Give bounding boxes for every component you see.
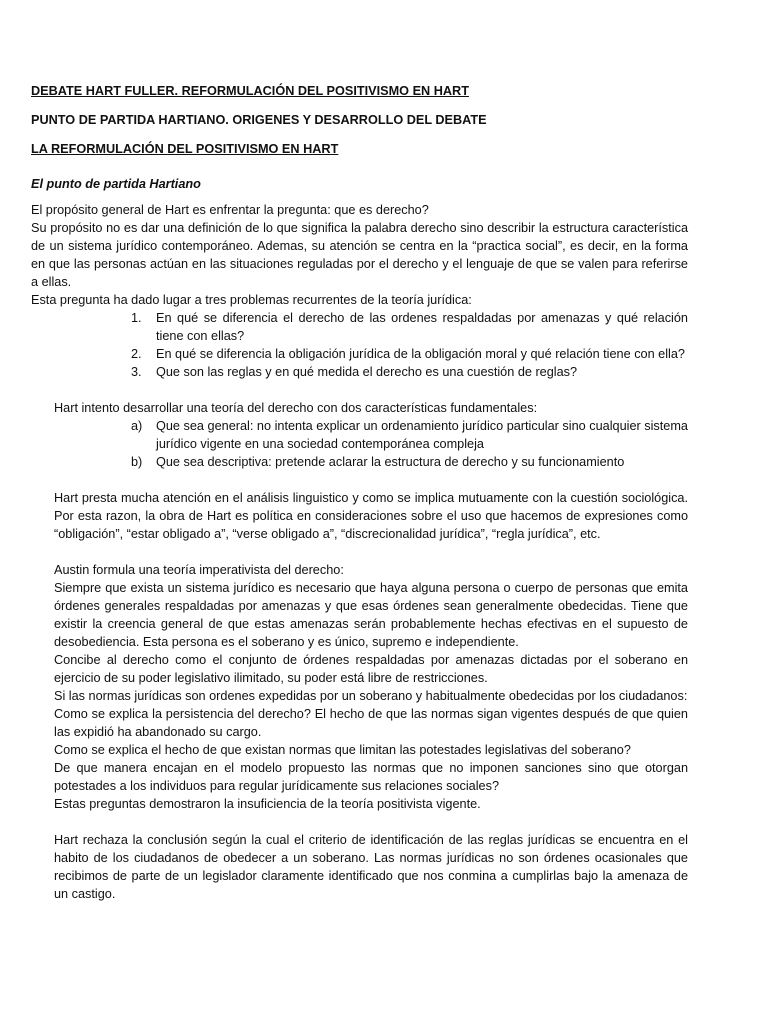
list-item (31, 345, 688, 363)
list-marker: 3. (131, 365, 142, 379)
list-item (31, 363, 688, 381)
austin-paragraph-2: Concibe al derecho como el conjunto de órdenes respaldadas por amenazas dictadas por el soberano en ejercicio de su poder legislativo ilimitado, su poder está libre de restricciones. (54, 653, 688, 685)
subheading-punto-de-partida: El punto de partida Hartiano (31, 177, 201, 191)
features-list (31, 417, 688, 471)
austin-paragraph-4: Como se explica la persistencia del derecho? El hecho de que las normas sigan vigentes después de que quien las expidió ha abandonado su cargo. (54, 707, 688, 739)
conclusion-paragraph: Hart rechaza la conclusión según la cual el criterio de identificación de las reglas jurídicas se encuentra en el habito de los ciudadanos de obedecer a un soberano. Las normas jurídicas no son órdenes ocasionales que recibimos de parte de un legislador claramente identificado que nos conmina a cumplirlas bajo la amenaza de un castigo. (54, 833, 688, 901)
austin-title: Austin formula una teoría imperativista del derecho: (54, 563, 344, 577)
austin-section (31, 561, 688, 813)
list-marker: 1. (131, 311, 142, 325)
document-body (31, 78, 688, 903)
heading-punto-de-partida: PUNTO DE PARTIDA HARTIANO. ORIGENES Y DESARROLLO DEL DEBATE (31, 113, 487, 127)
heading-reformulacion: LA REFORMULACIÓN DEL POSITIVISMO EN HART (31, 142, 339, 156)
list-item-text: En qué se diferencia la obligación jurídica de la obligación moral y qué relación tiene con ella? (156, 347, 685, 361)
features-lead: Hart intento desarrollar una teoría del derecho con dos características fundamentales: (54, 401, 538, 415)
austin-paragraph-1: Siempre que exista un sistema jurídico es necesario que haya alguna persona o cuerpo de personas que emita órdenes generales respaldadas por amenazas y que esas órdenes sean generalmente obedecidas. Tiene que existir la creencia general de que estas amenazas serán probablemente hechas efectivas en el supuesto de desobediencia. Esta persona es el soberano y es único, supremo e independiente. (54, 581, 688, 649)
austin-paragraph-7: Estas preguntas demostraron la insuficiencia de la teoría positivista vigente. (54, 797, 481, 811)
intro-purpose: Su propósito no es dar una definición de lo que significa la palabra derecho sino describir la estructura característica de un sistema jurídico contemporáneo. Ademas, su atención se centra en la “practica social”, es decir, en la forma en que las personas actúan en las situaciones reguladas por el derecho y el lenguaje de que se valen para referirse a ellas. (31, 221, 688, 289)
list-item-text: Que sea descriptiva: pretende aclarar la estructura de derecho y su funcionamiento (156, 455, 625, 469)
intro-problems-lead: Esta pregunta ha dado lugar a tres problemas recurrentes de la teoría jurídica: (31, 293, 472, 307)
list-item-text: En qué se diferencia el derecho de las ordenes respaldadas por amenazas y qué relación tiene con ellas? (156, 311, 688, 343)
list-item (31, 453, 688, 471)
linguistic-paragraph: Hart presta mucha atención en el análisis linguistico y como se implica mutuamente con la cuestión sociológica. Por esta razon, la obra de Hart es política en consideraciones sobre el uso que hacemos de expresiones como “obligación”, “estar obligado a”, “verse obligado a”, “discrecionalidad jurídica”, “regla jurídica”, etc. (54, 491, 688, 541)
list-marker: a) (131, 419, 143, 433)
austin-paragraph-5: Como se explica el hecho de que existan normas que limitan las potestades legislativas del soberano? (54, 743, 631, 757)
austin-paragraph-3: Si las normas jurídicas son ordenes expedidas por un soberano y habitualmente obedecidas por los ciudadanos: (54, 689, 688, 703)
list-item-text: Que sea general: no intenta explicar un ordenamiento jurídico particular sino cualquier sistema jurídico vigente en una sociedad contemporánea compleja (156, 419, 688, 451)
list-item-text: Que son las reglas y en qué medida el derecho es una cuestión de reglas? (156, 365, 578, 379)
list-marker: b) (131, 455, 143, 469)
list-marker: 2. (131, 347, 142, 361)
intro-question: El propósito general de Hart es enfrentar la pregunta: que es derecho? (31, 203, 429, 217)
heading-debate: DEBATE HART FULLER. REFORMULACIÓN DEL POSITIVISMO EN HART (31, 84, 469, 98)
list-item (31, 417, 688, 453)
austin-paragraph-6: De que manera encajan en el modelo propuesto las normas que no imponen sanciones sino que otorgan potestades a los individuos para regular jurídicamente sus relaciones sociales? (54, 761, 688, 793)
problems-list (31, 309, 688, 381)
list-item (31, 309, 688, 345)
